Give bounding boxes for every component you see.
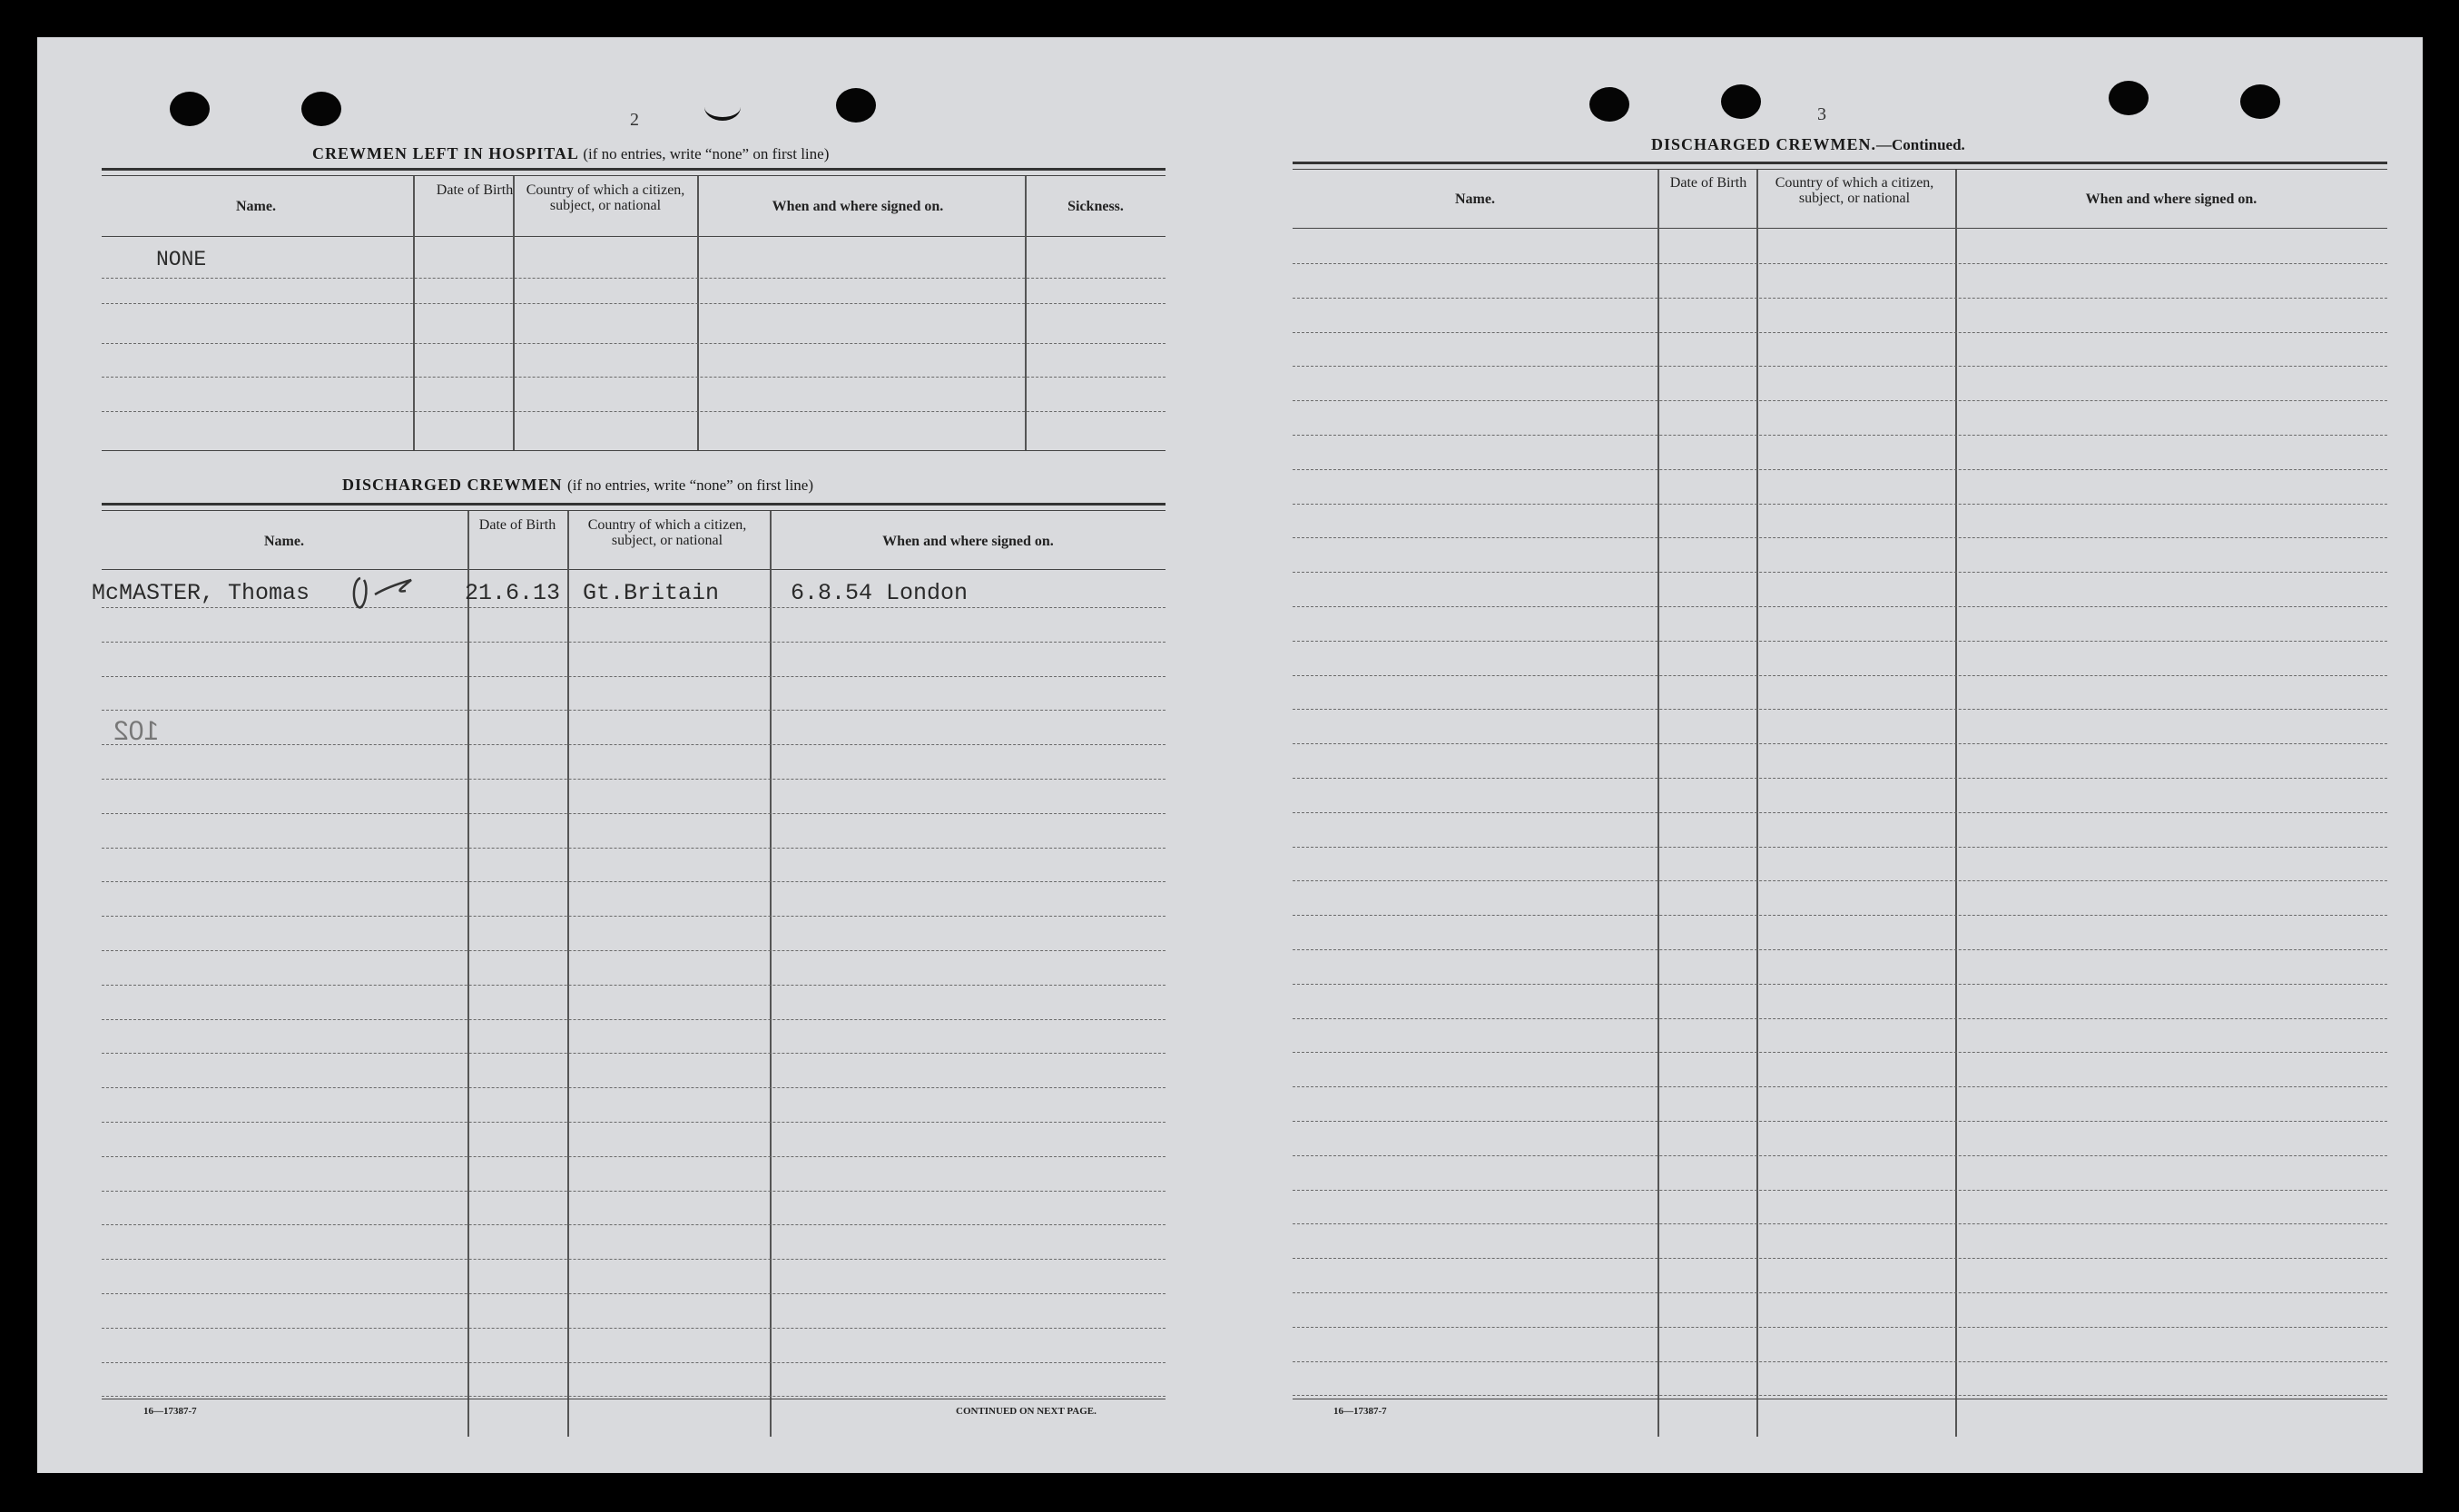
ruled-line xyxy=(102,1362,1166,1363)
ruled-line xyxy=(1293,984,2387,985)
ruled-line xyxy=(102,950,1166,951)
punch-hole xyxy=(2240,84,2280,119)
ruled-line xyxy=(1293,641,2387,642)
ruled-line xyxy=(1293,1086,2387,1087)
ruled-line xyxy=(1293,606,2387,607)
ruled-line xyxy=(102,985,1166,986)
ruled-line xyxy=(1293,537,2387,538)
ruled-line xyxy=(1293,332,2387,333)
discharged-entry-signed: 6.8.54 London xyxy=(791,580,969,606)
hospital-section-title: CREWMEN LEFT IN HOSPITAL (if no entries, write “none” on first line) xyxy=(312,144,830,162)
ruled-line xyxy=(102,848,1166,849)
page-number-left: 2 xyxy=(630,110,639,130)
hospital-section-note: (if no entries, write “none” on first line) xyxy=(583,145,830,162)
punch-hole xyxy=(836,88,876,123)
ruled-line xyxy=(102,916,1166,917)
page-number-right: 3 xyxy=(1817,104,1826,124)
right-col-country: Country of which a citizen, subject, or national xyxy=(1775,175,1934,206)
ruled-line xyxy=(102,676,1166,677)
hospital-col-country: Country of which a citizen, subject, or national xyxy=(526,182,685,213)
ruled-line xyxy=(1293,1052,2387,1053)
ruled-line xyxy=(1293,1155,2387,1156)
ruled-line xyxy=(1293,709,2387,710)
ruled-line xyxy=(102,1293,1166,1294)
ruled-line xyxy=(1293,1361,2387,1362)
ruled-line xyxy=(1293,812,2387,813)
discharged-col-dob: Date of Birth xyxy=(478,517,556,533)
ruled-line xyxy=(1293,572,2387,573)
footer-code-right: 16—17387-7 xyxy=(1333,1406,1387,1417)
ruled-line xyxy=(102,779,1166,780)
discharged-entry-country: Gt.Britain xyxy=(583,580,720,606)
discharged-entry-dob: 21.6.13 xyxy=(465,580,561,606)
ruled-line xyxy=(1293,880,2387,881)
ruled-line xyxy=(102,881,1166,882)
ruled-line xyxy=(102,1122,1166,1123)
right-col-dob: Date of Birth xyxy=(1669,175,1747,191)
ruled-line xyxy=(1293,504,2387,505)
punch-hole-partial xyxy=(704,93,741,121)
ruled-line xyxy=(1293,263,2387,264)
stamp-number: 102 xyxy=(113,716,160,746)
ruled-line xyxy=(102,642,1166,643)
ruled-line xyxy=(1293,1258,2387,1259)
ruled-line xyxy=(102,1019,1166,1020)
right-col-signed: When and where signed on. xyxy=(2085,191,2257,207)
ruled-line xyxy=(102,1259,1166,1260)
ruled-line xyxy=(102,710,1166,711)
ruled-line xyxy=(1293,298,2387,299)
hospital-col-name: Name. xyxy=(236,199,276,214)
hospital-col-dob: Date of Birth xyxy=(436,182,514,198)
ruled-line xyxy=(1293,847,2387,848)
ruled-line xyxy=(102,1328,1166,1329)
ruled-line xyxy=(1293,949,2387,950)
ruled-line xyxy=(102,813,1166,814)
punch-hole xyxy=(2109,81,2149,115)
handwritten-mark xyxy=(348,571,429,613)
ruled-line xyxy=(1293,400,2387,401)
hospital-col-signed: When and where signed on. xyxy=(772,199,944,214)
ruled-line xyxy=(102,1156,1166,1157)
ruled-line xyxy=(1293,743,2387,744)
discharged-col-country: Country of which a citizen, subject, or national xyxy=(587,517,747,548)
ruled-line xyxy=(1293,1121,2387,1122)
ruled-line xyxy=(102,1087,1166,1088)
ruled-line xyxy=(102,1053,1166,1054)
ruled-line xyxy=(1293,675,2387,676)
discharged-section-note: (if no entries, write “none” on first line) xyxy=(567,476,813,494)
ruled-line xyxy=(1293,1292,2387,1293)
ruled-line xyxy=(102,744,1166,745)
discharged-entry-name: McMASTER, Thomas xyxy=(92,580,310,606)
discharged-section-title: DISCHARGED CREWMEN (if no entries, write “none” on first line) xyxy=(342,476,813,494)
ruled-line xyxy=(102,607,1166,608)
hospital-col-sickness: Sickness. xyxy=(1067,199,1124,214)
ruled-line xyxy=(102,1191,1166,1192)
ruled-line xyxy=(102,1224,1166,1225)
footer-code-left: 16—17387-7 xyxy=(143,1406,197,1417)
punch-hole xyxy=(301,92,341,126)
ruled-line xyxy=(1293,1190,2387,1191)
hospital-entry-none: NONE xyxy=(156,248,207,271)
ruled-line xyxy=(1293,778,2387,779)
punch-hole xyxy=(170,92,210,126)
ruled-line xyxy=(1293,1395,2387,1396)
discharged-col-name: Name. xyxy=(264,534,304,549)
footer-continued: CONTINUED ON NEXT PAGE. xyxy=(956,1406,1097,1417)
ruled-line xyxy=(1293,366,2387,367)
ruled-line xyxy=(1293,915,2387,916)
ruled-line xyxy=(102,1396,1166,1397)
ruled-line xyxy=(1293,1018,2387,1019)
ruled-line xyxy=(1293,469,2387,470)
punch-hole xyxy=(1589,87,1629,122)
ruled-line xyxy=(1293,435,2387,436)
punch-hole xyxy=(1721,84,1761,119)
discharged-col-signed: When and where signed on. xyxy=(882,534,1054,549)
ruled-line xyxy=(1293,1327,2387,1328)
document-sheet xyxy=(37,37,2423,1473)
right-col-name: Name. xyxy=(1455,191,1495,207)
ruled-line xyxy=(1293,1223,2387,1224)
right-section-title: DISCHARGED CREWMEN.—Continued. xyxy=(1651,135,1965,153)
